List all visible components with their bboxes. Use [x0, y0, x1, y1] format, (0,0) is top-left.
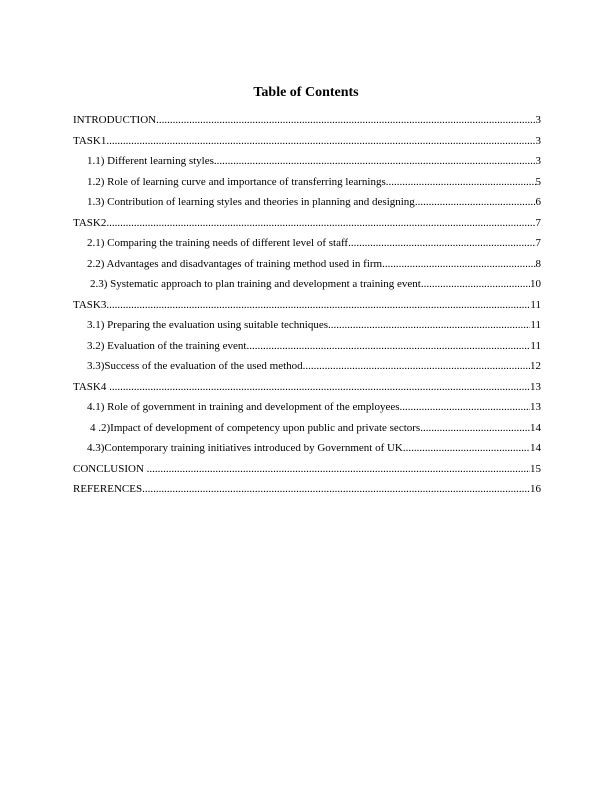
toc-dot-leader [303, 359, 530, 373]
toc-entry-text: INTRODUCTION [73, 114, 157, 126]
toc-dot-leader [147, 462, 530, 476]
toc-page-number: 3 [535, 155, 541, 167]
toc-dot-leader [420, 421, 530, 435]
toc-page-number: 16 [530, 483, 541, 495]
toc-entry-2-3[interactable] [73, 277, 541, 298]
toc-page-number: 11 [530, 319, 541, 331]
toc-dot-leader [348, 236, 535, 250]
toc-dot-leader [142, 482, 530, 496]
toc-entry-text: REFERENCES [73, 483, 143, 495]
toc-page-number: 13 [530, 401, 541, 413]
toc-page-number: 14 [530, 442, 541, 454]
toc-dot-leader [328, 318, 530, 332]
toc-entry-task4[interactable] [73, 380, 541, 401]
toc-entry-text: 1.3) Contribution of learning styles and theories in planning and designing [87, 196, 415, 208]
toc-entry-text: 3.3)Success of the evaluation of the used method [87, 360, 303, 372]
toc-entry-text: 2.1) Comparing the training needs of different level of staff [87, 237, 349, 249]
toc-page-number: 12 [530, 360, 541, 372]
toc-entry-text: 1.2) Role of learning curve and importance of transferring learnings [87, 175, 386, 188]
toc-entry-text: 1.1) Different learning styles [87, 155, 214, 167]
toc-entry-2-2[interactable] [73, 257, 541, 278]
toc-entry-4-3[interactable] [73, 441, 541, 462]
toc-entry-text: TASK4 [73, 380, 110, 393]
toc-entry-text: TASK2 [73, 216, 107, 229]
toc-entry-text: 2.2) Advantages and disadvantages of training method used in firm [87, 257, 383, 270]
toc-page-number: 10 [530, 278, 541, 290]
toc-page-number: 8 [535, 257, 541, 270]
toc-dot-leader [106, 216, 535, 230]
toc-entry-introduction[interactable] [73, 113, 541, 134]
toc-entry-4-1[interactable] [73, 400, 541, 421]
toc-dot-leader [421, 277, 530, 291]
toc-entry-text: TASK3 [73, 298, 107, 311]
toc-entry-text: 4.1) Role of government in training and development of the employees [87, 401, 400, 413]
toc-entry-1-2[interactable] [73, 175, 541, 196]
toc-page-number: 11 [530, 339, 541, 352]
toc-entry-1-1[interactable] [73, 154, 541, 175]
toc-page-number: 3 [535, 134, 541, 147]
toc-dot-leader [246, 339, 530, 353]
toc-page-number: 13 [530, 380, 541, 393]
toc-dot-leader [415, 195, 536, 209]
toc-dot-leader [382, 257, 535, 271]
toc-page-number: 3 [535, 114, 541, 126]
toc-entry-conclusion[interactable] [73, 462, 541, 483]
toc-page-number: 15 [530, 462, 541, 475]
toc-entry-task1[interactable] [73, 134, 541, 155]
toc-entry-text: CONCLUSION [73, 462, 147, 475]
toc-dot-leader [106, 298, 530, 312]
toc-entry-text: 4.3)Contemporary training initiatives introduced by Government of UK [87, 442, 403, 454]
toc-entry-3-1[interactable] [73, 318, 541, 339]
toc-entry-text: 3.2) Evaluation of the training event [87, 339, 247, 352]
toc-page-number: 6 [535, 196, 541, 208]
toc-page-number: 7 [535, 216, 541, 229]
toc-entry-text: 2.3) Systematic approach to plan training and development a training event [90, 278, 421, 290]
toc-dot-leader [403, 441, 530, 455]
toc-title: Table of Contents [253, 85, 359, 100]
toc-page-number: 14 [530, 421, 541, 434]
toc-list [73, 113, 541, 503]
toc-dot-leader [386, 175, 536, 189]
toc-entry-2-1[interactable] [73, 236, 541, 257]
toc-entry-task2[interactable] [73, 216, 541, 237]
toc-entry-task3[interactable] [73, 298, 541, 319]
toc-entry-references[interactable] [73, 482, 541, 503]
toc-entry-1-3[interactable] [73, 195, 541, 216]
toc-dot-leader [400, 400, 530, 414]
toc-page-number: 7 [535, 237, 541, 249]
toc-entry-text: TASK1 [73, 134, 107, 147]
toc-dot-leader [156, 113, 535, 127]
toc-dot-leader [106, 134, 535, 148]
toc-entry-text: 4 .2)Impact of development of competency upon public and private sectors [90, 421, 421, 434]
toc-entry-4-2[interactable] [73, 421, 541, 442]
toc-page-number: 5 [535, 175, 541, 188]
toc-entry-3-2[interactable] [73, 339, 541, 360]
toc-page-number: 11 [530, 298, 541, 311]
toc-dot-leader [109, 380, 530, 394]
toc-entry-3-3[interactable] [73, 359, 541, 380]
toc-entry-text: 3.1) Preparing the evaluation using suitable techniques [87, 319, 329, 331]
toc-dot-leader [214, 154, 536, 168]
